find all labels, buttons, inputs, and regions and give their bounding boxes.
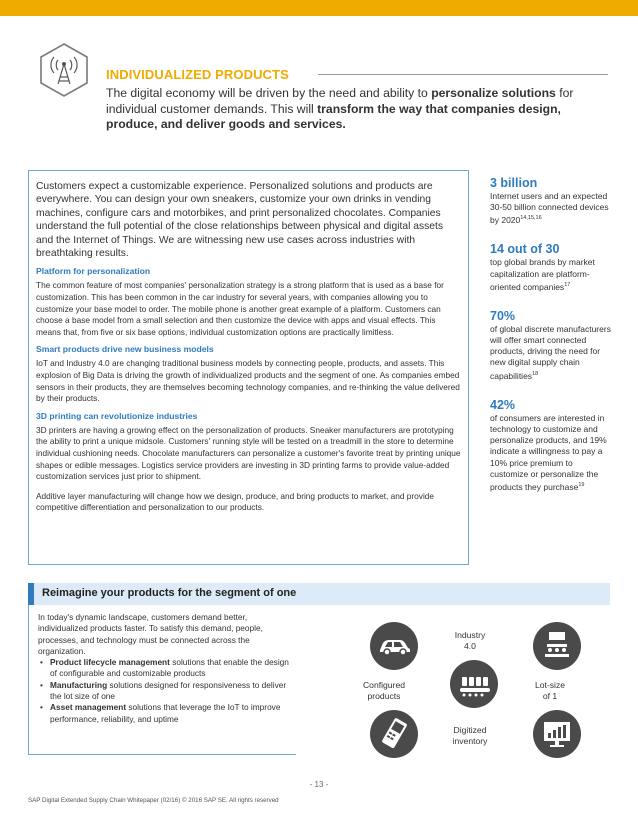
bullet-text: solutions that enable the design of configurable and customizable products <box>50 657 289 679</box>
stat-item <box>490 398 612 493</box>
reimagine-intro: In today's dynamic landscape, customers demand better, individualized products faster. To satisfy this demand, people, processes, and technology must be connected across the organization. <box>38 612 263 656</box>
stat-description: of global discrete manufacturers will offer smart connected products, driving the need for new digital supply chain capabilities <box>490 323 611 381</box>
bullet-item <box>38 680 294 703</box>
main-content <box>36 180 461 520</box>
paragraph-platform: The common feature of most companies' personalization strategy is a strong platform that is used as a base for customization. This has been common in the car industry for several years, with companies allowing you to customize your base model to order. The mobile phone is another great example of a platform. Customers can choose a base model from a small selection and then customize the device with apps and visual effects. This means that, from five or six base options, individual customization options are practically limitless. <box>36 280 444 337</box>
stat-reference: 17 <box>564 281 571 288</box>
section-intro <box>106 86 606 133</box>
configured-label: Configured products <box>362 680 406 701</box>
reimagine-title: Reimagine your products for the segment of one <box>42 587 297 599</box>
bullet-text: solutions designed for responsiveness to deliver the lot size of one <box>50 679 287 702</box>
stat-value: 3 billion <box>490 176 538 190</box>
antenna-tower-icon <box>36 42 92 98</box>
intro-text-2: for individual customer demands. This will <box>106 86 574 116</box>
bullet-bold: Manufacturing <box>50 679 108 690</box>
stat-item <box>490 309 612 382</box>
stat-reference: 14,15,16 <box>520 215 542 222</box>
lead-paragraph: Customers expect a customizable experience. Personalized solutions and products are everywhere. You can design your own sneakers, customize your own drinks in vending machines, configure cars and motorbikes, and print personalized chocolates. Companies understand the full potential of the close relationships between physical and digital assets and the Internet of Things. We are witnessing new use cases across industries with breathtaking results. <box>36 181 443 260</box>
reimagine-accent <box>28 583 34 605</box>
stat-text <box>490 257 612 292</box>
stat-text <box>490 413 612 493</box>
reimagine-bullets <box>38 657 294 725</box>
digitized-label: Digitized inventory <box>452 725 488 746</box>
stat-text <box>490 191 612 226</box>
monitor-chart-icon <box>533 710 581 758</box>
paragraph-smart-products: IoT and Industry 4.0 are changing traditional business models by connecting people, products, and assets. This explosion of Big Data is driving the growth of individualized products and the segment of one. As companies embed sensors in their products, they are themselves becoming technology companies, and re-thinking the value delivered by their products. <box>36 358 460 404</box>
bullet-bold: Asset management <box>50 702 127 713</box>
robot-arm-icon <box>533 622 581 670</box>
page-number: - 13 - <box>309 780 329 789</box>
top-accent-bar <box>0 0 638 16</box>
intro-text-1: The digital economy will be driven by the need and ability to <box>106 86 432 100</box>
stat-value: 70% <box>490 308 516 323</box>
bullet-item <box>38 702 294 725</box>
subheading-smart-products: Smart products drive new business models <box>36 344 214 355</box>
handheld-device-icon <box>370 710 418 758</box>
stat-description: top global brands by market capitalization are platform-oriented companies <box>490 257 595 292</box>
section-title: INDIVIDUALIZED PRODUCTS <box>106 67 289 82</box>
stat-item <box>490 176 612 226</box>
stat-value: 42% <box>490 397 516 412</box>
subheading-3d-printing: 3D printing can revolutionize industries <box>36 410 198 421</box>
paragraph-additive: Additive layer manufacturing will change how we design, produce, and bring products to market, and provide competitive differentiation and personalization to our products. <box>36 490 435 513</box>
stat-item <box>490 242 612 292</box>
intro-bold-1: personalize solutions <box>431 86 556 100</box>
paragraph-3d-printing: 3D printers are having a growing effect on the personalization of products. Sneaker manufacturers are prototyping the ability to print a unique midsole. Customers' running style will be tested on a treadmill in the store to determine individual cushioning needs. Chocolate manufacturers can personalize a customer's favorite treat by printing unique shapes or edible messages. Logistics service providers are investing in 3D printing farms to provide value-added customization services just prior to shipment. <box>36 424 461 482</box>
stat-reference: 19 <box>578 481 585 488</box>
stat-text <box>490 324 612 382</box>
car-icon <box>370 622 418 670</box>
stats-column <box>490 176 612 505</box>
stat-description: Internet users and an expected 30-50 billion connected devices by 2020 <box>490 191 609 226</box>
bullet-item <box>38 657 294 680</box>
bullet-text: solutions that leverage the IoT to improve performance, reliability, and uptime <box>50 702 281 724</box>
section-divider <box>318 74 608 75</box>
industry-label: Industry 4.0 <box>454 630 486 651</box>
reimagine-content <box>38 612 294 725</box>
footer-text: SAP Digital Extended Supply Chain Whitepaper (02/16) © 2016 SAP SE. All rights reserved <box>28 797 279 804</box>
subheading-platform: Platform for personalization <box>36 266 151 277</box>
assembly-line-icon <box>450 660 498 708</box>
bullet-bold: Product lifecycle management <box>50 657 170 668</box>
lotsize-label: Lot-size of 1 <box>534 680 566 701</box>
intro-bold-2: transform the way that companies design, produce, and deliver goods and services. <box>106 101 561 131</box>
stat-reference: 18 <box>532 370 539 377</box>
stat-value: 14 out of 30 <box>490 242 560 257</box>
stat-description: of consumers are interested in technology to customize and personalize products, and 19% indicate a willingness to pay a 10% price premium to customize or personalize the products they purchase <box>490 412 607 492</box>
